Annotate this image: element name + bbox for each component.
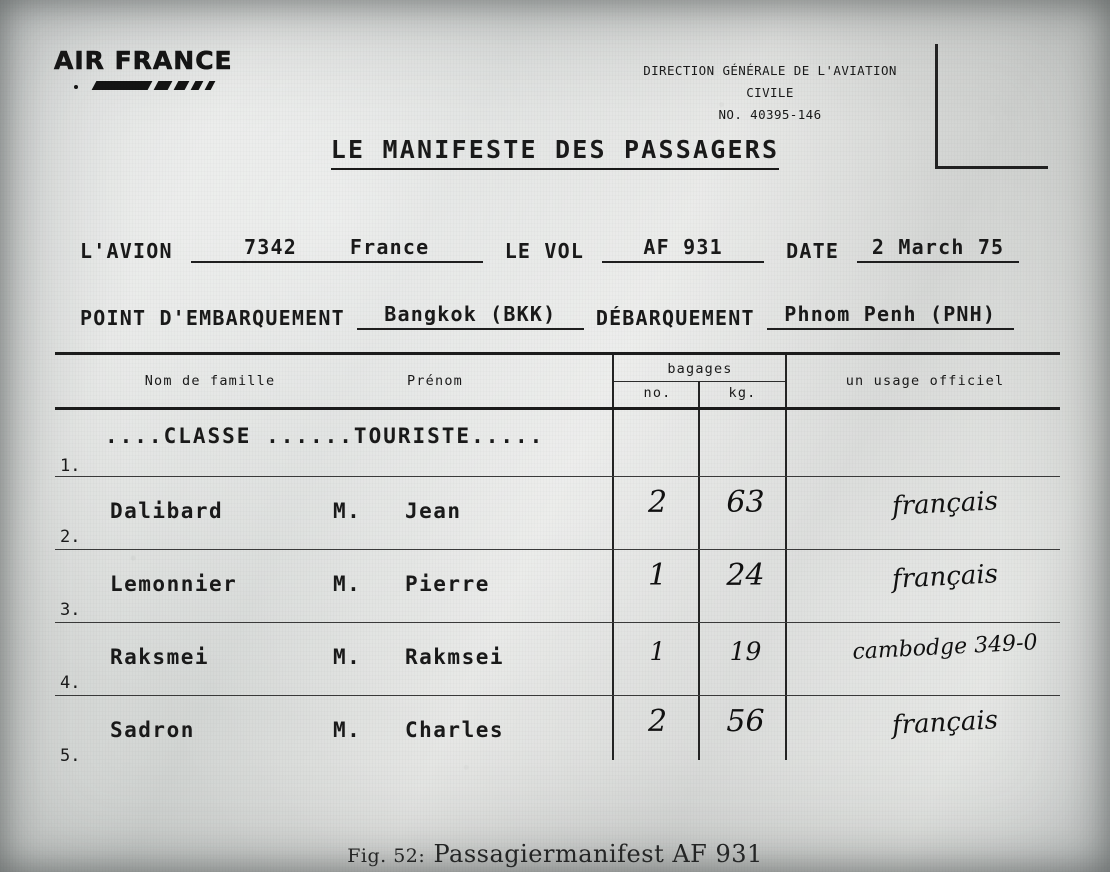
passenger-title: M. <box>333 645 362 669</box>
authority-line-1: DIRECTION GÉNÉRALE DE L'AVIATION CIVILE <box>643 63 897 100</box>
table-row <box>55 477 1060 549</box>
col-sep-right <box>785 410 787 476</box>
baggage-count: 1 <box>649 637 666 666</box>
column-header-surname: Nom de famille <box>144 373 276 389</box>
table-row <box>55 623 1060 695</box>
passenger-surname: Raksmei <box>110 645 210 669</box>
vol-label: LE VOL <box>504 239 585 263</box>
column-header-firstname: Prénom <box>407 373 463 389</box>
passenger-firstname: Charles <box>405 718 505 742</box>
col-sep-baggage-right <box>785 355 787 407</box>
passenger-firstname: Jean <box>405 499 462 523</box>
table-row <box>55 550 1060 622</box>
col-sep-mid <box>698 477 700 549</box>
vol-value: AF 931 <box>602 235 764 263</box>
authority-line-2: NO. 40395-146 <box>718 106 822 122</box>
row-number: 1. <box>60 456 81 476</box>
air-france-logo-text: AIR FRANCE <box>54 46 233 75</box>
baggage-count: 1 <box>647 558 668 593</box>
embarkation-row <box>80 302 1014 330</box>
class-designation: ....CLASSE ......TOURISTE..... <box>105 424 545 448</box>
col-sep-mid <box>698 696 700 760</box>
air-france-logo <box>54 48 254 100</box>
avion-label: L'AVION <box>80 239 173 263</box>
figure-label: Fig. 52: <box>347 845 426 867</box>
authority-block <box>620 60 920 126</box>
aircraft-flight-date-row <box>80 235 1019 263</box>
col-sep-mid <box>698 410 700 476</box>
figure-caption <box>0 840 1110 868</box>
baggage-weight: 56 <box>726 704 765 739</box>
passenger-title: M. <box>333 718 362 742</box>
embarquement-value: Bangkok (BKK) <box>357 302 584 330</box>
baggage-weight: 19 <box>729 637 762 666</box>
col-sep-left <box>612 623 614 695</box>
passenger-firstname: Rakmsei <box>405 645 505 669</box>
debarquement-label: DÉBARQUEMENT <box>595 306 755 330</box>
row-number: 5. <box>60 746 81 766</box>
official-use-note: français <box>891 486 999 522</box>
passenger-title: M. <box>333 572 362 596</box>
official-use-note: français <box>891 559 999 595</box>
row-number: 2. <box>60 527 81 547</box>
col-sep-mid <box>698 550 700 622</box>
passenger-firstname: Pierre <box>405 572 490 596</box>
col-sep-mid <box>698 623 700 695</box>
col-sep-baggage-mid <box>698 381 700 407</box>
date-label: DATE <box>786 239 840 263</box>
figure-caption-text: Passagiermanifest AF 931 <box>433 840 763 868</box>
passenger-title: M. <box>333 499 362 523</box>
table-row <box>55 696 1060 768</box>
passenger-surname: Sadron <box>110 718 195 742</box>
col-sep-left <box>612 696 614 760</box>
row-number: 4. <box>60 673 81 693</box>
table-header <box>55 355 1060 407</box>
column-header-baggage: bagages <box>667 361 733 377</box>
passenger-surname: Lemonnier <box>110 572 238 596</box>
baggage-count: 2 <box>647 704 668 739</box>
col-sep-left <box>612 477 614 549</box>
baggage-weight: 63 <box>726 485 765 520</box>
document-title-text: LE MANIFESTE DES PASSAGERS <box>331 135 780 170</box>
logo-dot <box>74 85 78 89</box>
official-use-note: français <box>891 705 999 741</box>
table-body <box>55 410 1060 768</box>
row-number: 3. <box>60 600 81 620</box>
date-value: 2 March 75 <box>857 235 1019 263</box>
logo-speed-bars <box>94 78 244 94</box>
col-sep-left <box>612 410 614 476</box>
baggage-weight: 24 <box>726 558 765 593</box>
avion-value: 7342 France <box>191 235 483 263</box>
embarquement-label: POINT D'EMBARQUEMENT <box>80 306 345 330</box>
col-sep-right <box>785 623 787 695</box>
col-sep-right <box>785 696 787 760</box>
column-header-baggage-count: no. <box>643 385 672 401</box>
col-sep-right <box>785 477 787 549</box>
column-header-baggage-weight: kg. <box>728 385 757 401</box>
document-title <box>0 135 1110 164</box>
table-row-class <box>55 410 1060 476</box>
passenger-surname: Dalibard <box>110 499 224 523</box>
official-use-note: cambodge 349-0 <box>851 630 1039 665</box>
col-sep-left <box>612 550 614 622</box>
passenger-table <box>55 352 1060 768</box>
col-sep-right <box>785 550 787 622</box>
col-sep-baggage-left <box>612 355 614 407</box>
column-header-official-use: un usage officiel <box>845 373 1005 389</box>
baggage-count: 2 <box>647 485 668 520</box>
debarquement-value: Phnom Penh (PNH) <box>767 302 1014 330</box>
